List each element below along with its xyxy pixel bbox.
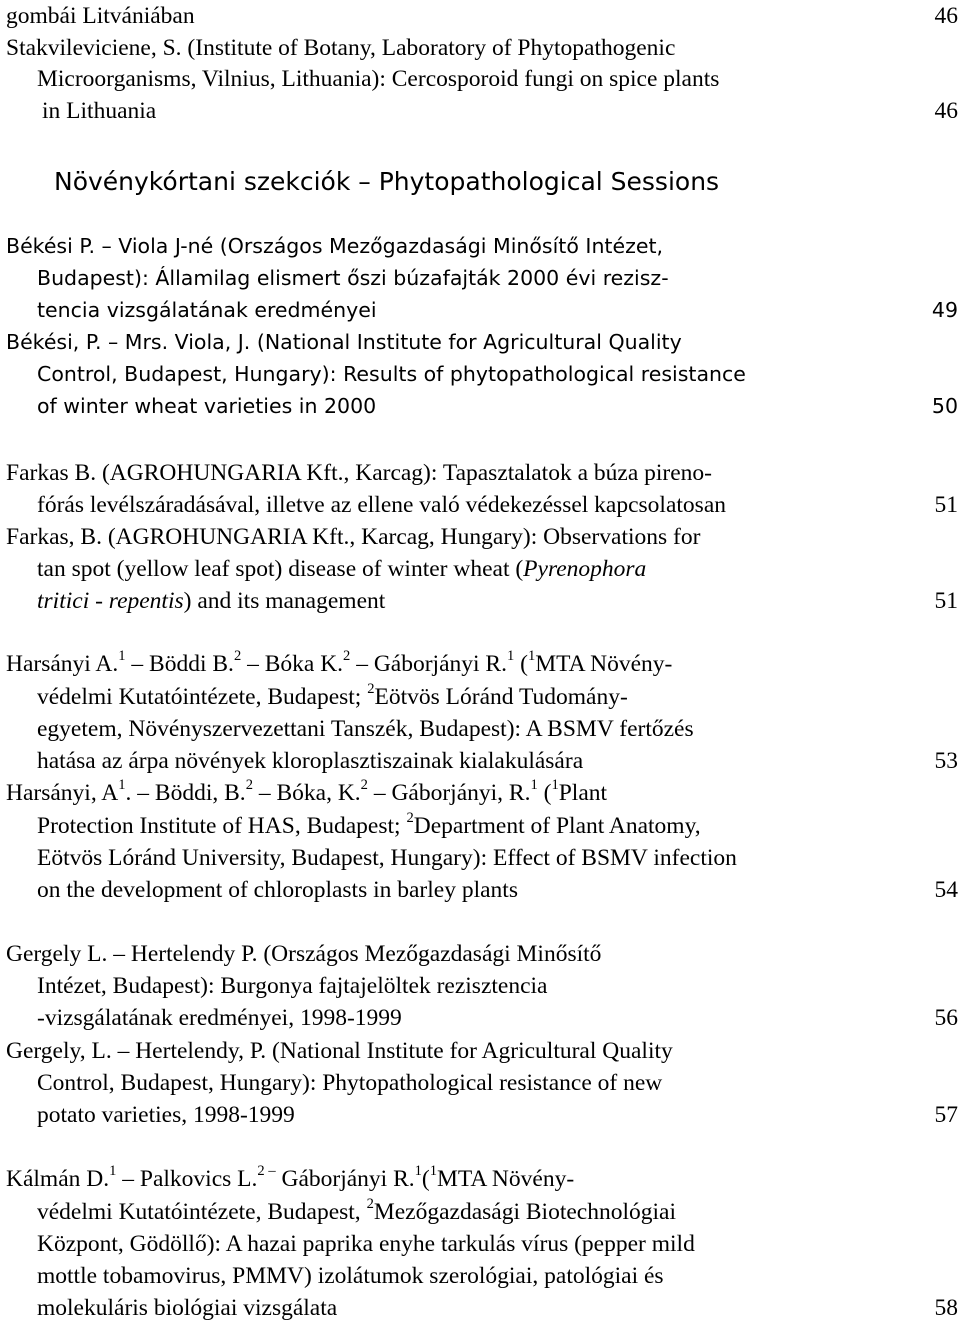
entry-text: Stakvileviciene, S. (Institute of Botany, Laboratory of Phytopathogenic: [6, 35, 676, 61]
toc-line: [0, 1163, 960, 1195]
toc-line: [0, 648, 960, 680]
text-run: védelmi Kutatóintézete, Budapest,: [37, 1199, 367, 1225]
entry-text: potato varieties, 1998-1999: [37, 1102, 295, 1128]
text-run: – Gáborjányi R.: [350, 651, 507, 677]
superscript: 1: [118, 777, 126, 793]
text-run: – Bóka, K.: [252, 780, 361, 806]
toc-line: [0, 970, 960, 1002]
text-run: – Bóka K.: [241, 651, 344, 677]
superscript: 1: [429, 1163, 438, 1179]
text-run: Kálmán D.: [6, 1166, 110, 1192]
entry-text: Békési P. – Viola J-né (Országos Mezőgazdasági Minősítő Intézet,: [6, 234, 664, 258]
entry-text: Control, Budapest, Hungary): Results of phytopathological resistance: [37, 362, 746, 386]
toc-line: [0, 938, 960, 970]
toc-line: [0, 1292, 960, 1324]
text-run: – Böddi B.: [125, 651, 234, 677]
superscript: 1: [527, 648, 536, 664]
text-run: Eötvös Lóránd Tudomány-: [374, 684, 628, 710]
text-run: Mezőgazdasági Biotechnológiai: [373, 1199, 676, 1225]
superscript: 2: [233, 648, 242, 664]
superscript: 2: [245, 777, 253, 793]
entry-text: molekuláris biológiai vizsgálata: [37, 1295, 338, 1321]
entry-text: Farkas, B. (AGROHUNGARIA Kft., Karcag, Hungary): Observations for: [6, 524, 701, 550]
entry-text: [6, 648, 672, 680]
text-run: . – Böddi, B.: [125, 780, 246, 806]
page-number: 51: [934, 492, 958, 518]
entry-text: [37, 553, 646, 585]
text-run: Plant: [558, 780, 608, 806]
page-number: 53: [934, 748, 958, 774]
superscript: 1: [414, 1163, 422, 1179]
entry-text: Gergely, L. – Hertelendy, P. (National Institute for Agricultural Quality: [6, 1038, 673, 1064]
entry-text: Control, Budapest, Hungary): Phytopathological resistance of new: [37, 1070, 663, 1096]
superscript: 2: [406, 810, 414, 826]
species-name: tritici - repentis: [37, 588, 184, 614]
entry-text: gombái Litvániában: [6, 3, 195, 29]
entry-text: egyetem, Növényszervezettani Tanszék, Budapest): A BSMV fertőzés: [37, 716, 694, 742]
text-run: védelmi Kutatóintézete, Budapest;: [37, 684, 368, 710]
superscript: 2: [343, 648, 351, 664]
entry-text: hatása az árpa növények kloroplasztiszainak kialakulására: [37, 748, 584, 774]
toc-line: [0, 777, 960, 809]
text-run: Protection Institute of HAS, Budapest;: [37, 813, 407, 839]
entry-text: Gergely L. – Hertelendy P. (Országos Mezőgazdasági Minősítő: [6, 941, 602, 967]
entry-text: [37, 810, 701, 842]
entry-text: tencia vizsgálatának eredményei: [37, 298, 377, 322]
entry-text: -vizsgálatának eredményei, 1998-1999: [37, 1005, 402, 1031]
toc-line: [0, 681, 960, 713]
toc-line: [0, 713, 960, 745]
toc-line: [0, 230, 960, 262]
page-number: 50: [931, 394, 958, 418]
entry-text: fórás levélszáradásával, illetve az ellene való védekezéssel kapcsolatosan: [37, 492, 726, 518]
toc-line: [0, 95, 960, 127]
entry-text: Intézet, Budapest): Burgonya fajtajelöltek rezisztencia: [37, 973, 548, 999]
superscript: 2 –: [257, 1163, 276, 1179]
toc-line: [0, 294, 960, 326]
superscript: 1: [506, 648, 515, 664]
toc-line: [0, 874, 960, 906]
toc-line: [0, 1228, 960, 1260]
entry-text: Eötvös Lóránd University, Budapest, Hungary): Effect of BSMV infection: [37, 845, 737, 871]
toc-line: [0, 745, 960, 777]
toc-line: [0, 326, 960, 358]
toc-line: [0, 262, 960, 294]
toc-line: [0, 1099, 960, 1131]
entry-text: on the development of chloroplasts in barley plants: [37, 877, 518, 903]
text-run: MTA Növény-: [437, 1166, 575, 1192]
toc-line: [0, 457, 960, 489]
superscript: 2: [360, 777, 368, 793]
toc-line: [0, 358, 960, 390]
page-number: 54: [934, 877, 958, 903]
entry-text: Microorganisms, Vilnius, Lithuania): Cercosporoid fungi on spice plants: [37, 66, 720, 92]
entry-text: [37, 585, 385, 617]
page-number: 57: [934, 1102, 958, 1128]
toc-line: [0, 585, 960, 617]
toc-line: [0, 1196, 960, 1228]
toc-line: [0, 842, 960, 874]
text-run: Harsányi, A: [6, 780, 119, 806]
entry-text: [37, 681, 628, 713]
text-run: (: [514, 651, 528, 677]
entry-text: Békési, P. – Mrs. Viola, J. (National Institute for Agricultural Quality: [6, 330, 682, 354]
entry-text: Budapest): Államilag elismert őszi búzafajták 2000 évi rezisz-: [37, 266, 669, 290]
superscript: 1: [530, 777, 538, 793]
toc-line: [0, 1067, 960, 1099]
toc-line: [0, 0, 960, 32]
text-run: MTA Növény-: [535, 651, 673, 677]
superscript: 1: [551, 777, 559, 793]
superscript: 1: [118, 648, 126, 664]
text-run: (: [537, 780, 552, 806]
toc-line: [0, 521, 960, 553]
entry-text: [37, 1196, 676, 1228]
page-number: 46: [934, 98, 958, 124]
text-run: – Gáborjányi, R.: [367, 780, 531, 806]
page-number: 49: [931, 298, 958, 322]
entry-text: [6, 777, 607, 809]
section-heading: Növénykórtani szekciók – Phytopathological Sessions: [54, 167, 720, 196]
entry-text: in Lithuania: [42, 98, 157, 124]
text-run: Harsányi A.: [6, 651, 119, 677]
text-run: Gáborjányi R.: [275, 1166, 415, 1192]
species-name: Pyrenophora: [523, 556, 647, 582]
superscript: 1: [109, 1163, 117, 1179]
entry-text-part: tan spot (yellow leaf spot) disease of winter wheat (: [37, 556, 524, 582]
toc-line: [0, 390, 960, 422]
page-number: 56: [934, 1005, 958, 1031]
entry-text: [6, 1163, 574, 1195]
toc-line: [0, 553, 960, 585]
toc-line: [0, 1260, 960, 1292]
toc-line: [0, 489, 960, 521]
entry-text: Központ, Gödöllő): A hazai paprika enyhe tarkulás vírus (pepper mild: [37, 1231, 695, 1257]
text-run: (: [421, 1166, 430, 1192]
entry-text-part: ) and its management: [183, 588, 386, 614]
toc-line: [0, 32, 960, 64]
text-run: Department of Plant Anatomy,: [413, 813, 701, 839]
entry-text: Farkas B. (AGROHUNGARIA Kft., Karcag): Tapasztalatok a búza pireno-: [6, 460, 712, 486]
page-number: 51: [934, 588, 958, 614]
entry-text: of winter wheat varieties in 2000: [37, 394, 377, 418]
toc-line: [0, 1002, 960, 1034]
superscript: 2: [367, 681, 375, 697]
toc-line: [0, 810, 960, 842]
toc-line: [0, 1035, 960, 1067]
toc-line: [0, 63, 960, 95]
page-number: 58: [934, 1295, 958, 1321]
superscript: 2: [366, 1196, 374, 1212]
text-run: – Palkovics L.: [116, 1166, 258, 1192]
entry-text: mottle tobamovirus, PMMV) izolátumok szerológiai, patológiai és: [37, 1263, 664, 1289]
page-number: 46: [934, 3, 958, 29]
